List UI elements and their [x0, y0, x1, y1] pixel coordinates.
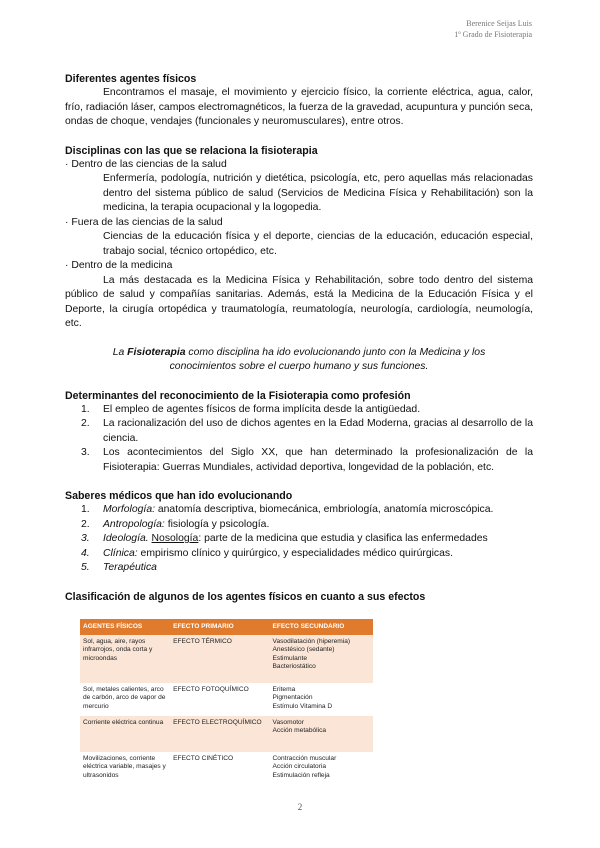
section-title-clasificacion: Clasificación de algunos de los agentes físicos en cuanto a sus efectos	[65, 590, 426, 603]
table-cell: EFECTO CINÉTICO	[170, 752, 269, 794]
disciplina-text: Ciencias de la educación física y el deporte, ciencias de la educación, educación especial, trabajo social, técnico ortopédico, etc.	[103, 231, 533, 257]
list-item: 1. Morfología: anatomía descriptiva, biomecánica, embriología, anatomía microscópica.	[81, 504, 494, 515]
table-cell: Sol, metales calientes, arco de carbón, arco de vapor de mercurio	[80, 683, 170, 716]
table-row	[80, 752, 373, 794]
disciplina-label: · Dentro de la medicina	[65, 260, 173, 271]
table-cell: Contracción muscular Acción circulatoria Estimulación refleja	[270, 752, 373, 794]
author-name: Berenice Seijas Luis	[466, 19, 532, 28]
disciplina-text: La más destacada es la Medicina Física y Rehabilitación, sobre todo dentro del sistema público de salud y compañías sanitarias. Además, está la Medicina de la Educación Física y el Deporte, la cirugía ortopédica y traumatología, reumatología, neurología, cardiología, neumología, etc.	[65, 274, 533, 329]
table-cell: EFECTO FOTOQUÍMICO	[170, 683, 269, 716]
section-title-determinantes: Determinantes del reconocimiento de la Fisioterapia como profesión	[65, 389, 411, 402]
agentes-paragraph: Encontramos el masaje, el movimiento y ejercicio físico, la corriente eléctrica, agua, calor, frío, radiación láser, campos electromagnéticos, la fuerza de la gravedad, acupuntura y punción seca, ondas de choque, vendajes (funcionales y neuromusculares), entre otros.	[65, 87, 533, 127]
table-cell: EFECTO TÉRMICO	[170, 635, 269, 683]
list-item: 4. Clínica: empirismo clínico y quirúrgico, y especialidades médico quirúrgicas.	[81, 547, 453, 559]
page-content	[65, 72, 533, 604]
section-title-saberes: Saberes médicos que han ido evolucionando	[65, 490, 293, 502]
section-title-disciplinas: Disciplinas con las que se relaciona la fisioterapia	[65, 144, 318, 157]
list-item: 3. Los acontecimientos del Siglo XX, que han determinado la profesionalización de la Fisioterapia: Guerras Mundiales, actividad deportiva, longevidad de la población, etc.	[81, 447, 533, 473]
disciplina-text: Enfermería, podología, nutrición y dietética, psicología, etc, pero aquellas más relacionadas dentro del sistema público de salud (Servicios de Medicina Física y Rehabilitación) son la medicina, la terapia ocupacional y la logopedia.	[103, 173, 533, 213]
table-header-row	[80, 619, 373, 635]
page-number: 2	[297, 802, 303, 812]
table-row	[80, 683, 373, 716]
list-item: 2. Antropología: fisiología y psicología.	[81, 518, 270, 530]
course-name: 1º Grado de Fisioterapia	[454, 30, 532, 39]
table-cell: Movilizaciones, corriente eléctrica variable, masajes y ultrasonidos	[80, 752, 170, 794]
list-item: 2. La racionalización del uso de dichos agentes en la Edad Moderna, gracias al desarrollo de la ciencia.	[81, 418, 533, 444]
saberes-list	[65, 503, 533, 576]
disciplina-label: · Dentro de las ciencias de la salud	[65, 158, 227, 170]
quote: La Fisioterapia como disciplina ha ido evolucionando junto con la Medicina y los conocimientos sobre el cuerpo humano y sus funciones.	[112, 346, 486, 372]
table-cell: Corriente eléctrica continua	[80, 716, 170, 752]
table-cell: Vasodilatación (hiperemia) Anestésico (sedante) Estimulante Bacteriostático	[270, 635, 373, 683]
table-header: AGENTES FÍSICOS	[80, 619, 170, 635]
page-header	[454, 18, 532, 40]
table-cell: Eritema Pigmentación Estímulo Vitamina D	[270, 683, 373, 716]
table-cell: Sol, agua, aire, rayos infrarrojos, onda corta y microondas	[80, 635, 170, 683]
list-item: 5. Terapéutica	[81, 562, 157, 573]
determinantes-list	[65, 403, 533, 476]
table-row	[80, 716, 373, 752]
table-header: EFECTO PRIMARIO	[170, 619, 269, 635]
table-header: EFECTO SECUNDARIO	[270, 619, 373, 635]
table-cell: EFECTO ELECTROQUÍMICO	[170, 716, 269, 752]
table-row	[80, 635, 373, 683]
agentes-table	[80, 619, 373, 794]
disciplina-label: · Fuera de las ciencias de la salud	[65, 216, 223, 228]
list-item: 3. Ideología. Nosología: parte de la medicina que estudia y clasifica las enfermedades	[81, 533, 488, 544]
section-title-agentes: Diferentes agentes físicos	[65, 73, 197, 85]
list-item: 1. El empleo de agentes físicos de forma implícita desde la antigüedad.	[81, 403, 421, 415]
table-cell: Vasomotor Acción metabólica	[270, 716, 373, 752]
